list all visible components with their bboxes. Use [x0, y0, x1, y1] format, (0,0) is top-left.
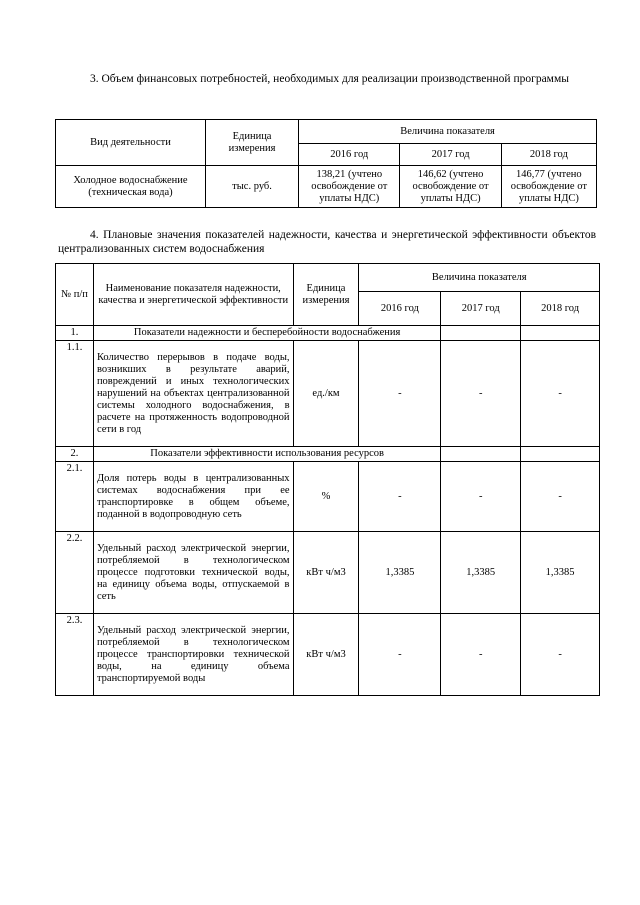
value-2016-cell: - [359, 614, 441, 696]
unit-cell: ед./км [293, 341, 359, 447]
unit-cell: % [293, 462, 359, 532]
header-year-2018: 2018 год [501, 144, 596, 166]
empty-cell [521, 447, 600, 462]
financial-needs-table [55, 119, 597, 208]
value-2017-cell: 146,62 (учтено освобождение от уплаты НДС) [400, 166, 501, 208]
row-num: 1.1. [56, 341, 94, 447]
header-value: Величина показателя [359, 264, 600, 292]
value-2016-cell: - [359, 341, 441, 447]
row-num: 2.1. [56, 462, 94, 532]
table-row [56, 532, 600, 614]
unit-cell: кВт ч/м3 [293, 614, 359, 696]
indicator-name: Удельный расход электрической энергии, потребляемой в технологическом процессе подготовки технической воды, на единицу объема воды, отпускаемой в сеть [93, 532, 293, 614]
indicator-name: Удельный расход электрической энергии, потребляемой в технологическом процессе транспортировки технической воды, на единицу объема транспортируемой воды [93, 614, 293, 696]
value-2017-cell: 1,3385 [441, 532, 521, 614]
empty-cell [521, 326, 600, 341]
activity-cell: Холодное водоснабжение (техническая вода) [56, 166, 206, 208]
group-num: 1. [56, 326, 94, 341]
header-unit: Единица измерения [293, 264, 359, 326]
indicator-name: Доля потерь воды в централизованных системах водоснабжения при ее транспортировке в общем объеме, поданной в водопроводную сеть [93, 462, 293, 532]
value-2016-cell: 138,21 (учтено освобождение от уплаты НДС) [299, 166, 400, 208]
header-year-2017: 2017 год [400, 144, 501, 166]
empty-cell [441, 326, 521, 341]
table-row [56, 462, 600, 532]
header-activity: Вид деятельности [56, 120, 206, 166]
group-title: Показатели надежности и бесперебойности водоснабжения [93, 326, 440, 341]
header-num: № п/п [56, 264, 94, 326]
value-2018-cell: - [521, 462, 600, 532]
header-year-2017: 2017 год [441, 292, 521, 326]
indicators-table [55, 263, 600, 696]
table-row [56, 341, 600, 447]
header-year-2016: 2016 год [359, 292, 441, 326]
group-title: Показатели эффективности использования ресурсов [93, 447, 440, 462]
value-2018-cell: 146,77 (учтено освобождение от уплаты НДС) [501, 166, 596, 208]
header-unit: Единица измерения [205, 120, 298, 166]
group-num: 2. [56, 447, 94, 462]
indicator-name: Количество перерывов в подаче воды, возникших в результате аварий, повреждений и иных технологических нарушений на объектах централизованной системы холодного водоснабжения, в расчете на протяженность водопроводной сети в год [93, 341, 293, 447]
value-2018-cell: - [521, 341, 600, 447]
value-2017-cell: - [441, 462, 521, 532]
value-2018-cell: 1,3385 [521, 532, 600, 614]
value-2017-cell: - [441, 614, 521, 696]
row-num: 2.3. [56, 614, 94, 696]
group-row [56, 326, 600, 341]
table-row [56, 166, 597, 208]
section4-heading: 4. Плановые значения показателей надежности, качества и энергетической эффективности объектов централизованных систем водоснабжения [58, 229, 596, 255]
value-2016-cell: - [359, 462, 441, 532]
row-num: 2.2. [56, 532, 94, 614]
empty-cell [441, 447, 521, 462]
unit-cell: кВт ч/м3 [293, 532, 359, 614]
unit-cell: тыс. руб. [205, 166, 298, 208]
header-year-2018: 2018 год [521, 292, 600, 326]
group-row [56, 447, 600, 462]
header-name: Наименование показателя надежности, качества и энергетической эффективности [93, 264, 293, 326]
section3-heading: 3. Объем финансовых потребностей, необходимых для реализации производственной программы [90, 73, 569, 85]
header-value: Величина показателя [299, 120, 597, 144]
value-2016-cell: 1,3385 [359, 532, 441, 614]
table-row [56, 614, 600, 696]
value-2018-cell: - [521, 614, 600, 696]
value-2017-cell: - [441, 341, 521, 447]
header-year-2016: 2016 год [299, 144, 400, 166]
